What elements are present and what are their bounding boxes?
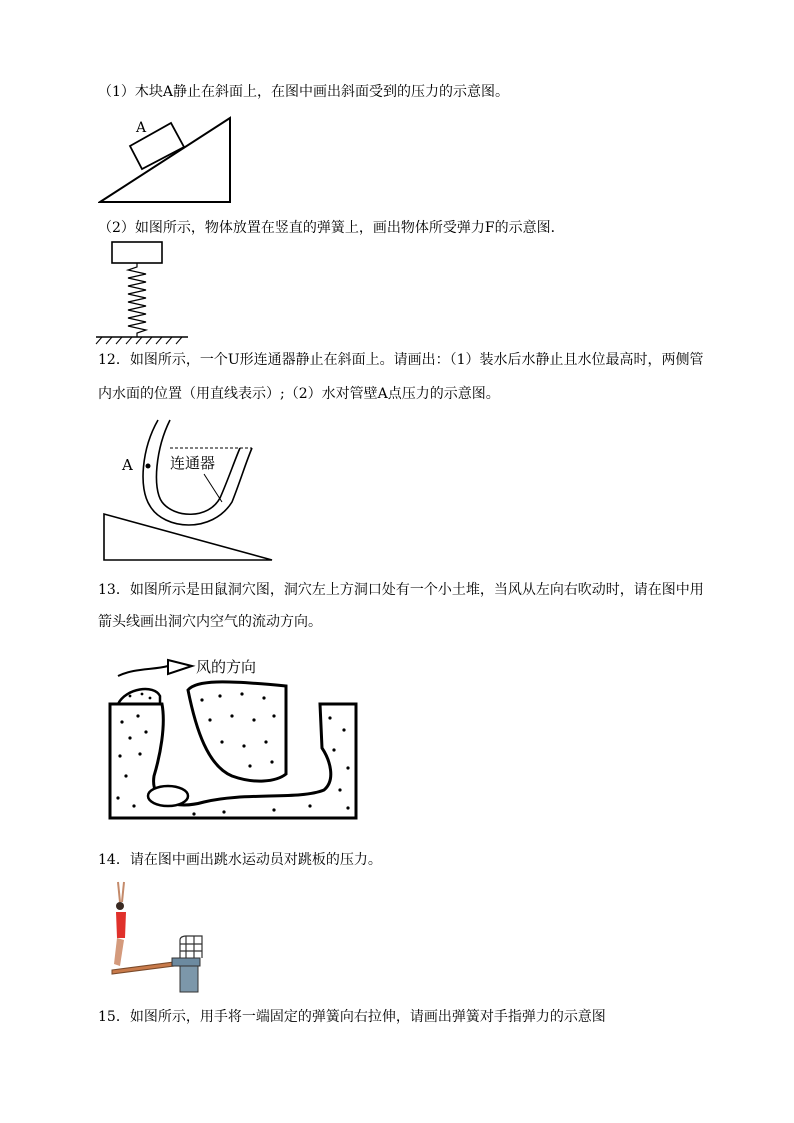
point-a-label: A — [122, 456, 133, 474]
diver-legs — [114, 938, 124, 966]
wind-arrow-icon — [168, 660, 192, 674]
diver-swimsuit — [116, 912, 126, 938]
diver-head — [116, 902, 124, 910]
question-12-line1: 12．如图所示，一个U形连通器静止在斜面上。请画出：（1）装水后水静止且水位最高时，两侧管 — [98, 352, 704, 368]
soil-island — [188, 682, 286, 781]
diver-arms — [118, 882, 120, 902]
question-sub1-text: （1）木块A静止在斜面上，在图中画出斜面受到的压力的示意图。 — [98, 84, 510, 100]
question-12-line2: 内水面的位置（用直线表示）;（2）水对管壁A点压力的示意图。 — [98, 386, 500, 402]
incline-block-figure — [98, 112, 238, 207]
block-a-label: A — [136, 120, 147, 136]
u-tube-outer-wall — [143, 420, 252, 525]
ground-hatch — [96, 337, 182, 344]
spring-object-figure — [92, 240, 202, 348]
question-15-text: 15．如图所示，用手将一端固定的弹簧向右拉伸，请画出弹簧对手指弹力的示意图 — [98, 1009, 606, 1025]
board-stand-top — [172, 958, 200, 966]
device-label-leader — [204, 474, 222, 502]
wind-direction-label: 风的方向 — [196, 658, 257, 676]
board-railing — [180, 936, 202, 958]
incline-slope — [104, 514, 272, 560]
springboard — [112, 962, 174, 974]
diving-board-figure — [100, 880, 210, 994]
burrow-figure — [104, 650, 366, 826]
question-14-text: 14．请在图中画出跳水运动员对跳板的压力。 — [98, 852, 382, 868]
soil-mound — [118, 689, 160, 704]
burrow-chamber — [148, 786, 188, 806]
device-label: 连通器 — [170, 454, 216, 472]
vertical-spring — [128, 263, 146, 337]
object-box — [112, 242, 162, 263]
point-a — [146, 464, 151, 469]
question-13-line2: 箭头线画出洞穴内空气的流动方向。 — [98, 614, 322, 630]
board-stand-base — [180, 966, 198, 992]
u-tube-figure — [100, 418, 290, 566]
wind-curve — [118, 666, 168, 676]
question-13-line1: 13．如图所示是田鼠洞穴图，洞穴左上方洞口处有一个小土堆，当风从左向右吹动时，请在图中用 — [98, 582, 704, 598]
question-sub2-text: （2）如图所示，物体放置在竖直的弹簧上，画出物体所受弹力F的示意图． — [98, 220, 565, 236]
